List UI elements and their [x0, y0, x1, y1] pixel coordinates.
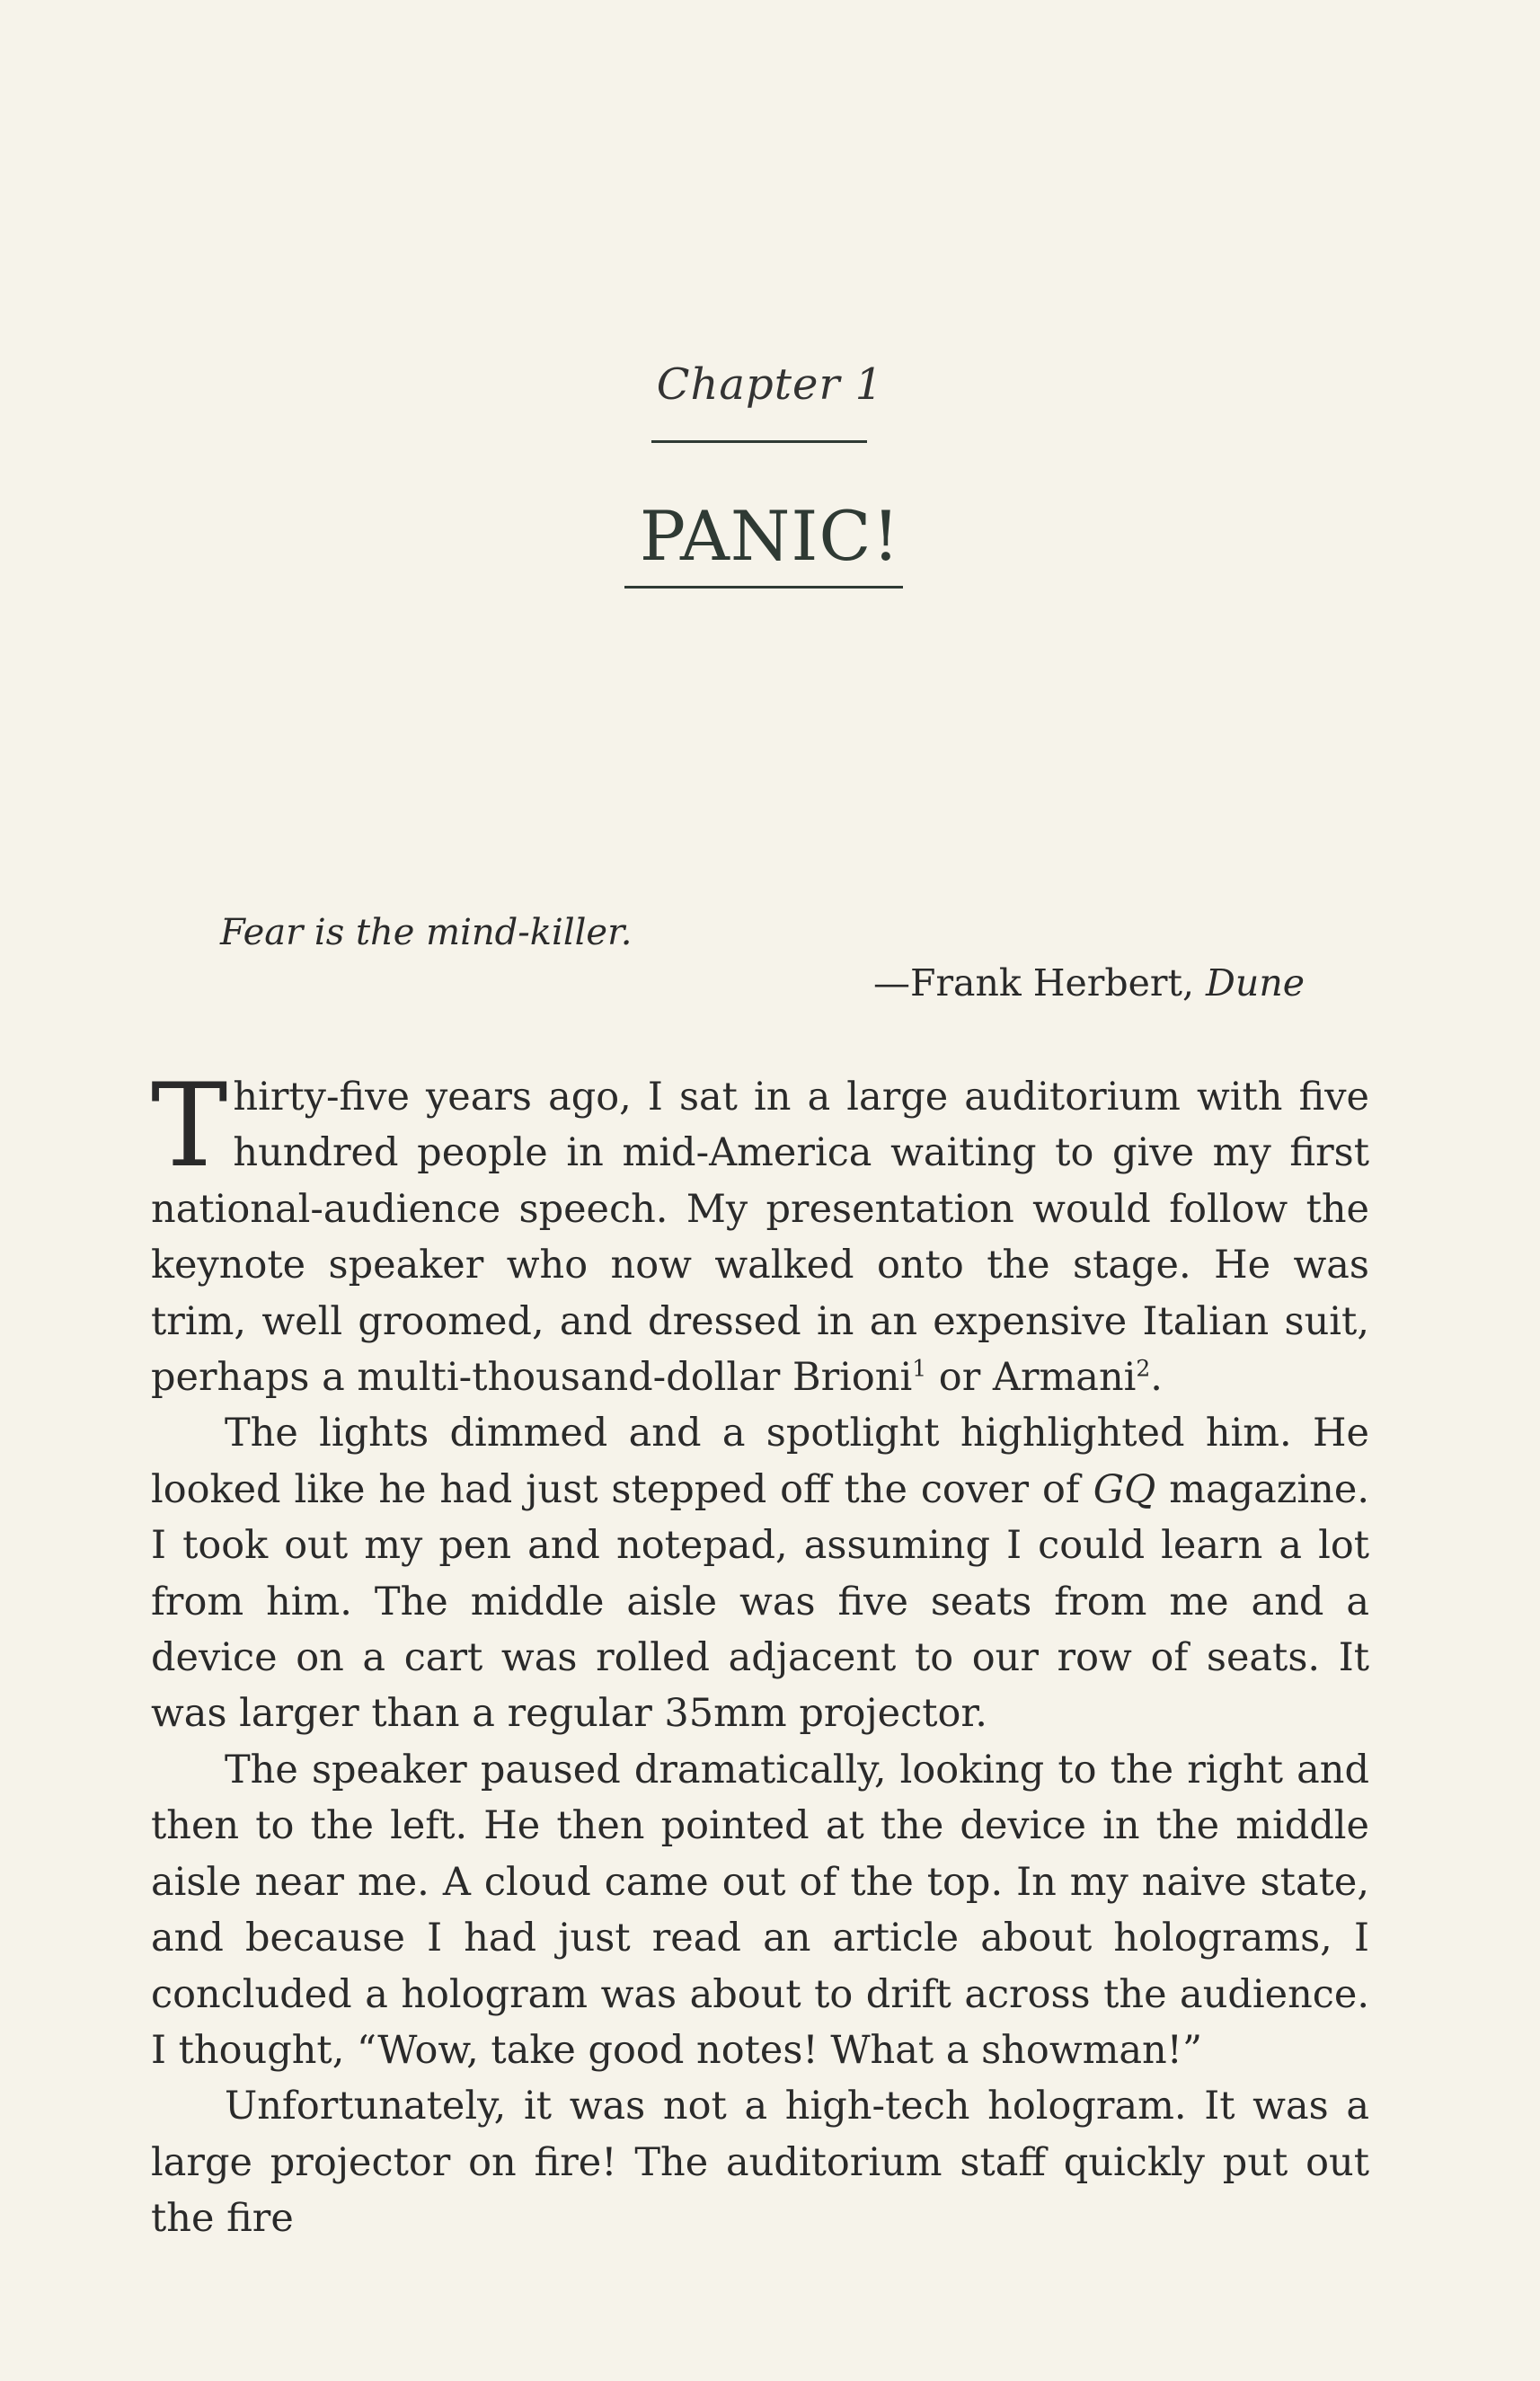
paragraph-2-text-a: The lights dimmed and a spotlight highlighted him. He looked like he had just stepped off the cover of	[151, 1411, 1369, 1512]
footnote-ref-1[interactable]: 1	[912, 1355, 927, 1382]
paragraph-1-text-a: hirty-five years ago, I sat in a large auditorium with five hundred people in mid-America waiting to give my first national-audience speech. My presentation would follow the keynote speaker who now walked onto the stage. He was trim, well groomed, and dressed in an expensive Italian suit, perhaps a multi-thousand-dollar Brioni	[151, 1075, 1369, 1401]
chapter-divider-bottom	[624, 586, 903, 589]
epigraph-author: —Frank Herbert,	[873, 961, 1207, 1005]
drop-cap: T	[151, 1059, 228, 1193]
chapter-label: Chapter 1	[656, 359, 884, 410]
magazine-name: GQ	[1093, 1466, 1156, 1512]
epigraph-quote: Fear is the mind-killer.	[220, 912, 633, 953]
paragraph-1-text-b: or Armani	[926, 1355, 1137, 1401]
chapter-divider-top	[651, 440, 867, 443]
paragraph-2-text-b: magazine. I took out my pen and notepad, assuming I could learn a lot from him. The middle aisle was five seats from me and a device on a cart was rolled adjacent to our row of seats. It was larger than a regular 35mm projector.	[151, 1466, 1369, 1737]
paragraph-1	[151, 1059, 1369, 1405]
epigraph-attribution	[873, 961, 1305, 1005]
epigraph-work: Dune	[1206, 961, 1305, 1005]
body-text	[151, 1059, 1369, 2247]
paragraph-1-text-c: .	[1150, 1355, 1163, 1401]
paragraph-3: The speaker paused dramatically, looking to the right and then to the left. He then pointed at the device in the middle aisle near me. A cloud came out of the top. In my naive state, and because I had just read an article about holograms, I concluded a hologram was about to drift across the audience. I thought, “Wow, take good notes! What a showman!”	[151, 1747, 1369, 2073]
chapter-title: PANIC!	[639, 496, 901, 576]
paragraph-2	[151, 1405, 1369, 1741]
paragraph-4: Unfortunately, it was not a high-tech hologram. It was a large projector on fire! The auditorium staff quickly put out the fire	[151, 2084, 1369, 2242]
footnote-ref-2[interactable]: 2	[1136, 1355, 1151, 1382]
